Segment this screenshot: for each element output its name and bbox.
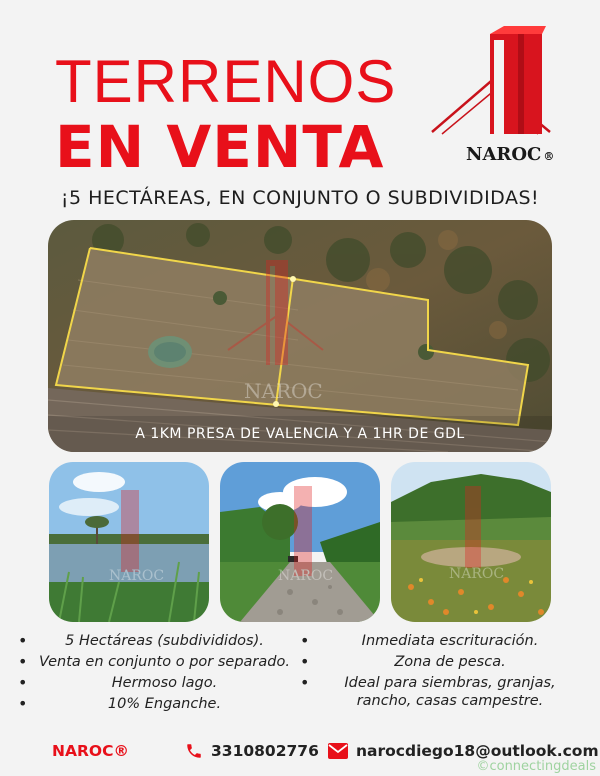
photo-caption: A 1KM PRESA DE VALENCIA Y A 1HR DE GDL [135, 426, 465, 442]
subtitle: ¡5 HECTÁREAS, EN CONJUNTO O SUBDIVIDIDAS! [60, 187, 540, 209]
phone-contact[interactable] [185, 742, 319, 760]
road-photo [220, 462, 380, 622]
list-item: • Hermoso lago. [18, 674, 293, 692]
phone-icon [185, 742, 203, 760]
footer-brand: NAROC® [52, 742, 129, 760]
features-left-list [18, 632, 293, 716]
list-item: • Venta en conjunto o por separado. [18, 653, 293, 671]
title-terrenos: TERRENOS [55, 48, 397, 115]
list-item: • 5 Hectáreas (subdivididos). [18, 632, 293, 650]
svg-text:NAROC: NAROC [244, 379, 323, 403]
email-contact[interactable] [328, 742, 599, 760]
field-photo [391, 462, 551, 622]
features-right-list [300, 632, 582, 713]
svg-text:NAROC: NAROC [449, 566, 505, 582]
aerial-photo [48, 220, 552, 452]
list-item: • 10% Enganche. [18, 695, 293, 713]
logo-brand-text: NAROC [466, 144, 542, 165]
list-item: • Inmediata escrituración. [300, 632, 582, 650]
mail-icon [328, 743, 348, 759]
title-en-venta: EN VENTA [55, 113, 385, 181]
svg-text:NAROC: NAROC [109, 568, 165, 584]
lake-photo [49, 462, 209, 622]
site-watermark: ©connectingdeals [476, 759, 596, 774]
logo-registered-mark: ® [543, 150, 555, 163]
list-item: • Zona de pesca. [300, 653, 582, 671]
phone-number: 3310802776 [211, 742, 319, 760]
list-item: • Ideal para siembras, granjas, rancho, casas campestre. [300, 674, 582, 710]
svg-text:NAROC: NAROC [278, 568, 334, 584]
naroc-logo [428, 22, 578, 172]
email-address: narocdiego18@outlook.com [356, 742, 599, 760]
